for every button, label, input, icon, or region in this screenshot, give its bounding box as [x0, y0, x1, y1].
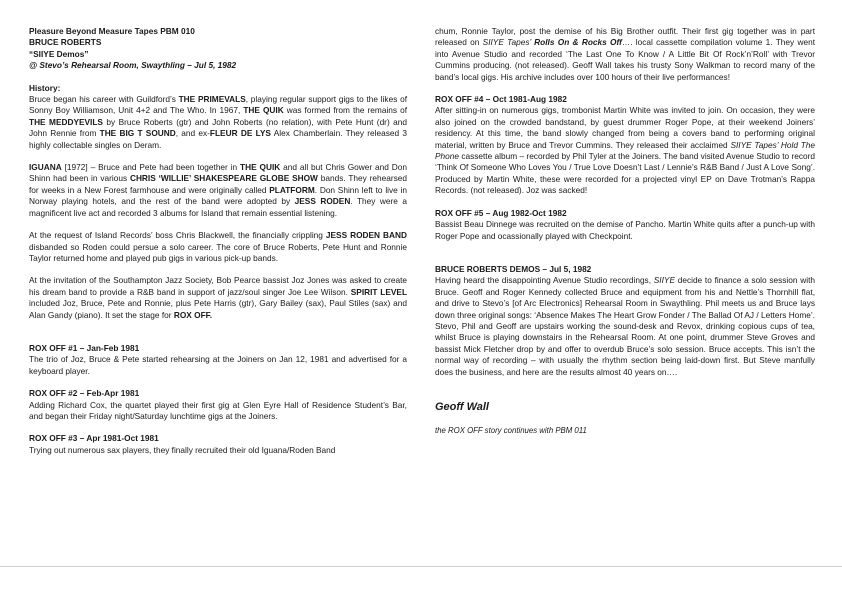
text-run: SIIYE Tapes’ Hold The Phone — [435, 139, 815, 162]
demos-text — [435, 275, 815, 378]
text-run: JESS RODEN — [294, 196, 351, 207]
text-run: THE MEDDYEVILS — [29, 116, 103, 127]
text-run: Rolls On & Rocks Off — [534, 37, 622, 48]
text-run: THE BIG T SOUND — [99, 128, 176, 139]
text-run: IGUANA — [29, 162, 62, 173]
rox-off-1-text: The trio of Joz, Bruce & Pete started rehearsing at the Joiners on Jan 12, 1981 and advertised for a keyboard player. — [29, 354, 407, 376]
text-run: At the invitation of the Southampton Jazz Society, Bob Pearce bassist Joz Jones was asked to create his dream band to provide a R&B band in support of jazz/soul singer Joe Lee Wilson. — [29, 275, 407, 297]
rox-off-5-text: Bassist Beau Dinnege was recruited on the demise of Pancho. Martin White quits after a punch-up with Roger Pope and ocassionally played with Checkpoint. — [435, 219, 815, 241]
text-run: . They were a magnificent live act and recorded 3 albums for Island that remain essential listening. — [29, 196, 407, 218]
text-run: ROX OFF. — [173, 309, 213, 320]
rox-off-3-heading: ROX OFF #3 – Apr 1981-Oct 1981 — [29, 433, 159, 444]
text-run: SPIRIT LEVEL — [350, 286, 408, 297]
left-column — [29, 26, 407, 456]
release-title: “SIIYE Demos” — [29, 48, 89, 59]
text-run: THE QUIK — [240, 162, 281, 173]
text-run: Having heard the disappointing Avenue Studio recordings, — [435, 275, 654, 286]
text-run: THE PRIMEVALS — [178, 94, 246, 105]
text-run: THE QUIK — [243, 105, 284, 116]
rox-off-2-text: Adding Richard Cox, the quartet played their first gig at Glen Eyre Hall of Residence Student’s Bar, and began their Friday night/Saturday lunchtime gigs at the Joiners. — [29, 399, 407, 421]
rox-off-4-text — [435, 105, 815, 196]
text-run: At the request of Island Records’ boss Chris Blackwell, the financially crippling — [29, 230, 326, 241]
text-run: chum, Ronnie Taylor, post the demise of his Big Brother outfit. Their first gig together was in part released on — [435, 26, 815, 48]
rox-off-3-text-continued — [435, 26, 815, 83]
rox-off-3-text-start: Trying out numerous sax players, they finally recruited their old Iguana/Roden Band — [29, 444, 336, 455]
text-run: SIIYE — [653, 275, 675, 286]
text-run: decide to finance a solo session with Bruce. Geoff and Roger Kennedy collected Bruce and equipment from his and Nettle’s Thornhill flat, and drive to Stevo’s [of Arc Electronics] Rehearsal Room in Swaythling. Phil meets us and Bruce lays down three original songs: ‘Absence Makes The Heart Grow Fonder / The Ballad Of AJ / Letters Home’. Stevo, Phil and Geoff are upstairs working the sound-desk and Revox, drinking copious cups of tea, whilst Bruce is playing downstairs in the Rehearsal Room. At one point, drummer Steve Groves and bassist Mick Fletcher drop by and offer to overdub Bruce’s solo session. Bruce accepts. This isn’t the normal way of recording – with usually the rhythm section being laid-down first. But Steve manfully does the business, and here are the results almost 40 years on…. — [435, 275, 816, 377]
text-run: bands. They rehearsed for weeks in a New Forest farmhouse and were originally called — [29, 173, 407, 195]
history-paragraph-2 — [29, 162, 407, 219]
page-bottom-rule — [0, 566, 842, 567]
text-run: cassette album – recorded by Phil Tyler at the Joiners. The band visited Avenue Studio to record ‘Think Of Someone Who Loves You / True Love Doesn’t Last / Lennie’s R&B Band / Just A Love Song’. Produced by Martin White, these were recorded for a projected vinyl EP on Dave Trotman’s Rappa Records. (not released). Joz was sacked! — [435, 151, 815, 196]
text-run: CHRIS ‘WILLIE’ SHAKESPEARE GLOBE SHOW — [129, 173, 318, 184]
text-run: JESS RODEN BAND — [325, 230, 407, 241]
author-signature: Geoff Wall — [435, 400, 489, 413]
text-run: PLATFORM — [269, 184, 315, 195]
text-run: was formed from the remains of — [283, 105, 407, 116]
rox-off-1-heading: ROX OFF #1 – Jan-Feb 1981 — [29, 342, 140, 353]
text-run: , and ex- — [175, 128, 210, 139]
continuation-note: the ROX OFF story continues with PBM 011 — [435, 425, 587, 435]
history-paragraph-4 — [29, 275, 407, 321]
text-run: disbanded so Roden could persue a solo career. The core of Bruce Roberts, Pete Hunt and Ronnie Taylor returned home and played pub gigs in various pick-up bands. — [29, 241, 407, 263]
rox-off-4-heading: ROX OFF #4 – Oct 1981-Aug 1982 — [435, 94, 567, 105]
text-run: . Don Shinn left to live in Norway playing hotels, and the rest of the band were adopted by — [29, 184, 407, 207]
demos-heading: BRUCE ROBERTS DEMOS – Jul 5, 1982 — [435, 263, 592, 274]
text-run: FLEUR DE LYS — [209, 128, 271, 139]
text-run: [1972] – Bruce and Pete had been together in — [61, 162, 241, 173]
text-run: After sitting-in on numerous gigs, trombonist Martin White was invited to join. On occasion, they were also joined on the crowded bandstand, by guest drummer Roger Pope, at their weekend Joiners’ residency. At this time, the band slowly changed from being a covers band to performing original material, written by Bruce and Trevor Cummins. They released their acclaimed — [435, 105, 815, 150]
rox-off-5-heading: ROX OFF #5 – Aug 1982-Oct 1982 — [435, 207, 567, 218]
right-column — [435, 26, 815, 436]
history-paragraph-1 — [29, 94, 407, 151]
text-run: …. local cassette compilation volume 1. They went into Avenue Studio and recorded ‘The Last One To Know / A Little Bit Of Rock’n’Roll’ with Trevor Cummins producing. (not released). Geoff Wall takes his trusty Sony Walkman to record many of the band’s local gigs. His archive includes over 100 hours of their live performances! — [435, 37, 815, 82]
text-run: SIIYE Tapes’ — [482, 37, 535, 48]
text-run: and all but Chris Gower and Don Shinn had been in various — [29, 162, 407, 184]
text-run: Bruce began his career with Guildford’s — [29, 94, 179, 105]
text-run: included Joz, Bruce, Pete and Ronnie, plus Pete Harris (gtr), Gary Bailey (sax), Paul Stiles (sax) and Alan Gandy (piano). It set the stage for — [29, 298, 407, 320]
text-run: , playing regular support gigs to the likes of Sonny Boy Williamson, Unit 4+2 and The Who. In 1967, — [29, 94, 408, 116]
history-paragraph-3 — [29, 230, 407, 264]
venue-line: @ Stevo’s Rehearsal Room, Swaythling – Jul 5, 1982 — [29, 60, 237, 71]
text-run: by Bruce Roberts (gtr) and John Roberts (no relation), with Pete Hunt (dr) and John Rennie from — [29, 116, 407, 139]
text-run: Alex Chamberlain. They released 3 highly collectable singles on Deram. — [29, 128, 407, 150]
rox-off-2-heading: ROX OFF #2 – Feb-Apr 1981 — [29, 388, 140, 399]
label-line: Pleasure Beyond Measure Tapes PBM 010 — [29, 26, 195, 36]
history-heading: History: — [29, 82, 61, 93]
artist-name: BRUCE ROBERTS — [29, 37, 102, 48]
